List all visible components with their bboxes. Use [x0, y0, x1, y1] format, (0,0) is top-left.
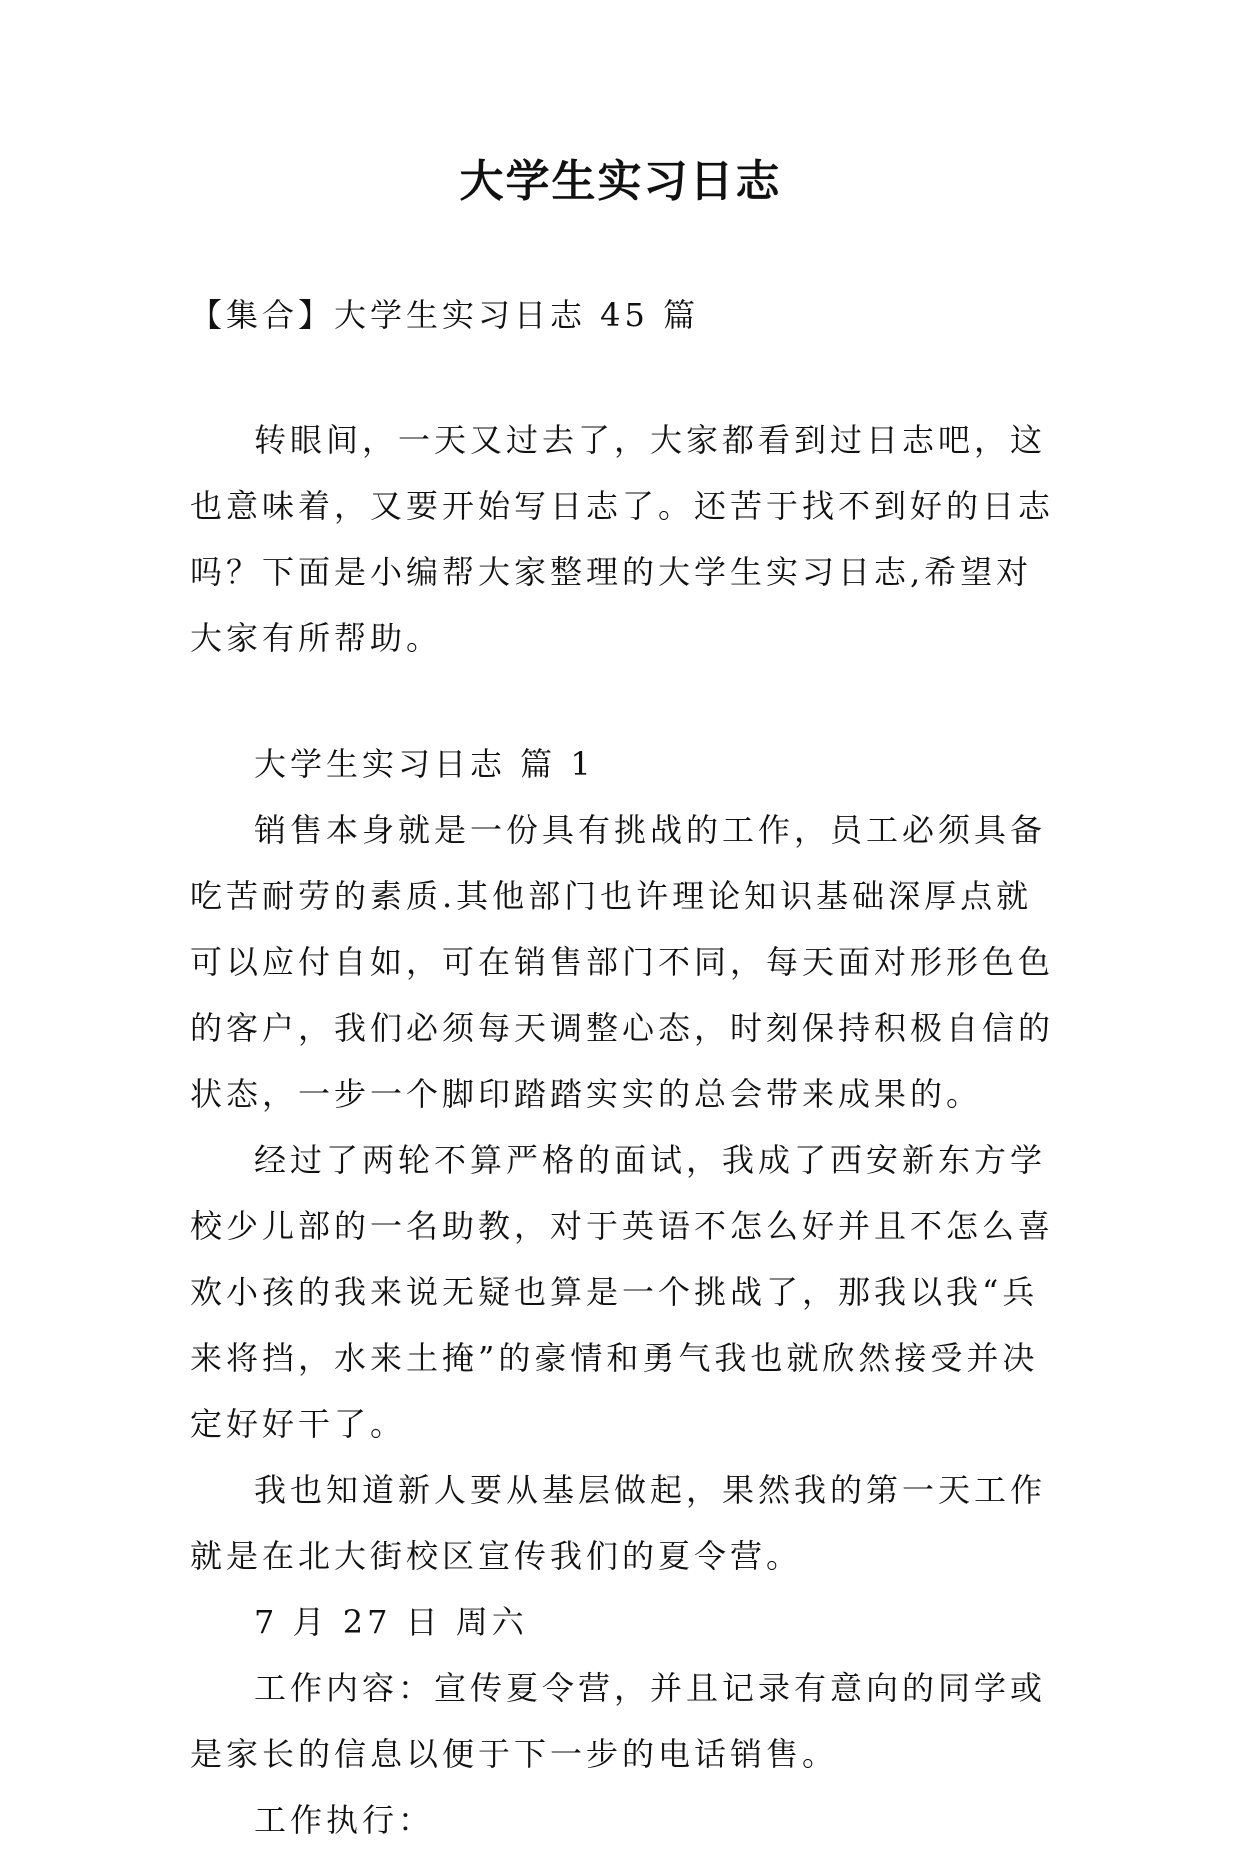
body-paragraph: 工作执行： — [254, 1801, 435, 1839]
document-subtitle: 【集合】大学生实习日志 45 篇 — [190, 296, 700, 334]
date-line: 7 月 27 日 周六 — [254, 1603, 528, 1641]
body-paragraph: 销售本身就是一份具有挑战的工作，员工必须具备吃苦耐劳的素质.其他部门也许理论知识基础深厚点就可以应付自如，可在销售部门不同，每天面对形形色色的客户，我们必须每天调整心态，时刻保持积极自信的状态，一步一个脚印踏踏实实的总会带来成果的。 — [190, 811, 1055, 1113]
body-paragraph: 经过了两轮不算严格的面试，我成了西安新东方学校少儿部的一名助教，对于英语不怎么好并且不怎么喜欢小孩的我来说无疑也算是一个挑战了，那我以我“兵来将挡，水来土掩”的豪情和勇气我也就欣然接受并决定好好干了。 — [190, 1141, 1055, 1443]
section-heading: 大学生实习日志 篇 1 — [254, 745, 595, 783]
spacer — [190, 671, 1056, 731]
document-title: 大学生实习日志 — [459, 156, 782, 207]
intro-paragraph: 转眼间，一天又过去了，大家都看到过日志吧，这也意味着，又要开始写日志了。还苦于找不到好的日志吗？下面是小编帮大家整理的大学生实习日志,希望对大家有所帮助。 — [190, 421, 1055, 657]
body-paragraph: 我也知道新人要从基层做起，果然我的第一天工作就是在北大街校区宣传我们的夏令营。 — [190, 1471, 1047, 1575]
document-body — [190, 407, 1056, 1853]
body-paragraph: 工作内容：宣传夏令营，并且记录有意向的同学或是家长的信息以便于下一步的电话销售。 — [190, 1669, 1047, 1773]
